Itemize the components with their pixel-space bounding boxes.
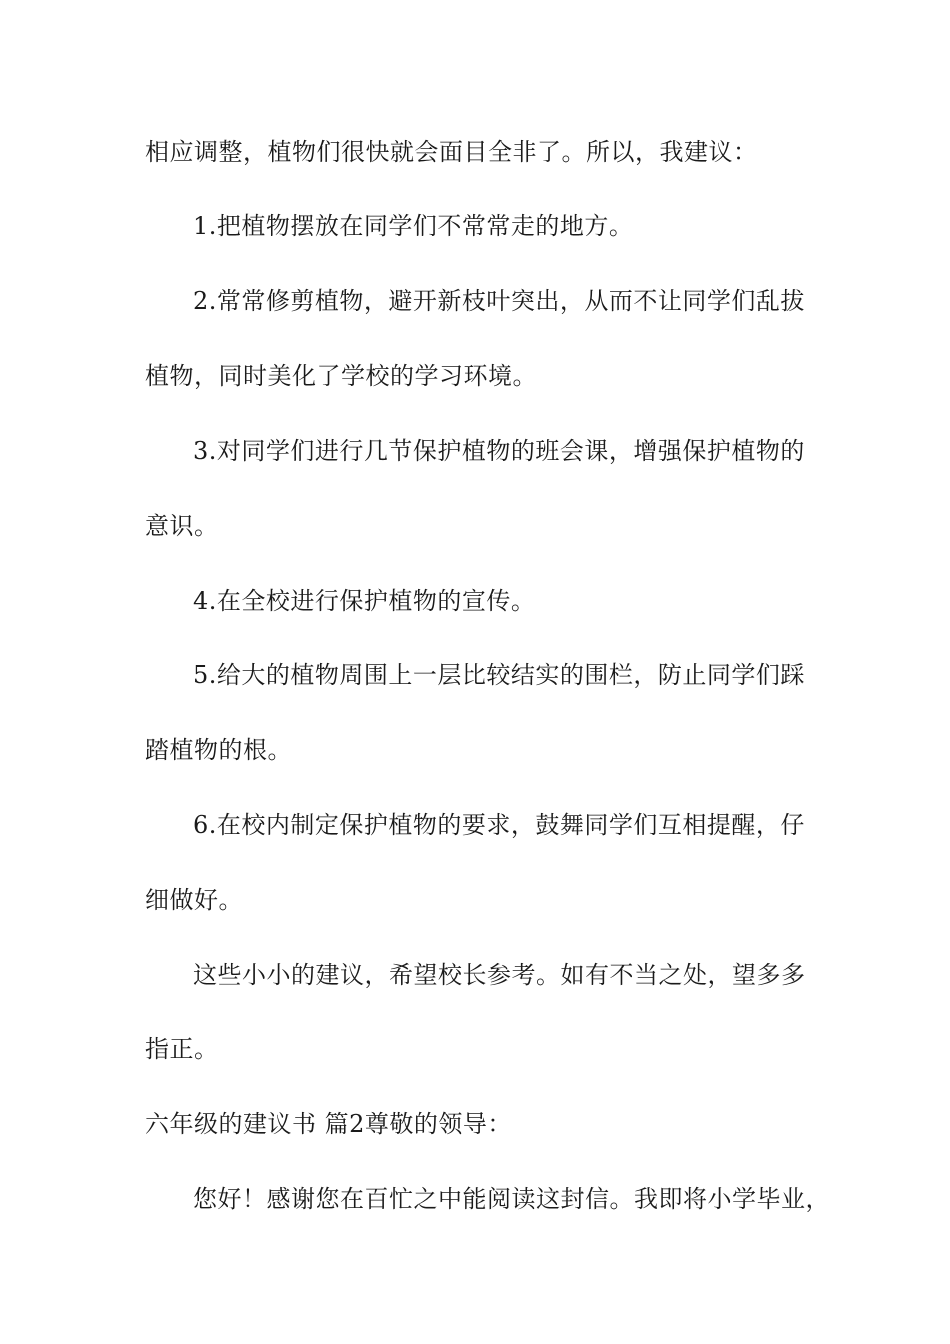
suggestion-3: 3.对同学们进行几节保护植物的班会课，增强保护植物的 bbox=[193, 437, 805, 465]
suggestion-4: 4.在全校进行保护植物的宣传。 bbox=[193, 587, 536, 615]
suggestion-1: 1.把植物摆放在同学们不常常走的地方。 bbox=[193, 212, 634, 240]
section-heading: 六年级的建议书 篇2尊敬的领导： bbox=[145, 1110, 512, 1138]
paragraph-line: 指正。 bbox=[145, 1035, 219, 1063]
suggestion-2: 2.常常修剪植物，避开新枝叶突出，从而不让同学们乱拔 bbox=[193, 287, 805, 315]
closing-paragraph: 这些小小的建议，希望校长参考。如有不当之处，望多多 bbox=[193, 961, 806, 989]
paragraph-line: 相应调整，植物们很快就会面目全非了。所以，我建议： bbox=[145, 138, 758, 166]
paragraph-line: 细做好。 bbox=[145, 886, 243, 914]
paragraph-line: 意识。 bbox=[145, 512, 219, 540]
paragraph-line: 植物，同时美化了学校的学习环境。 bbox=[145, 362, 537, 390]
letter-opening: 您好！感谢您在百忙之中能阅读这封信。我即将小学毕业， bbox=[193, 1185, 830, 1213]
suggestion-6: 6.在校内制定保护植物的要求，鼓舞同学们互相提醒，仔 bbox=[193, 811, 805, 839]
paragraph-line: 踏植物的根。 bbox=[145, 736, 292, 764]
suggestion-5: 5.给大的植物周围上一层比较结实的围栏，防止同学们踩 bbox=[193, 661, 805, 689]
